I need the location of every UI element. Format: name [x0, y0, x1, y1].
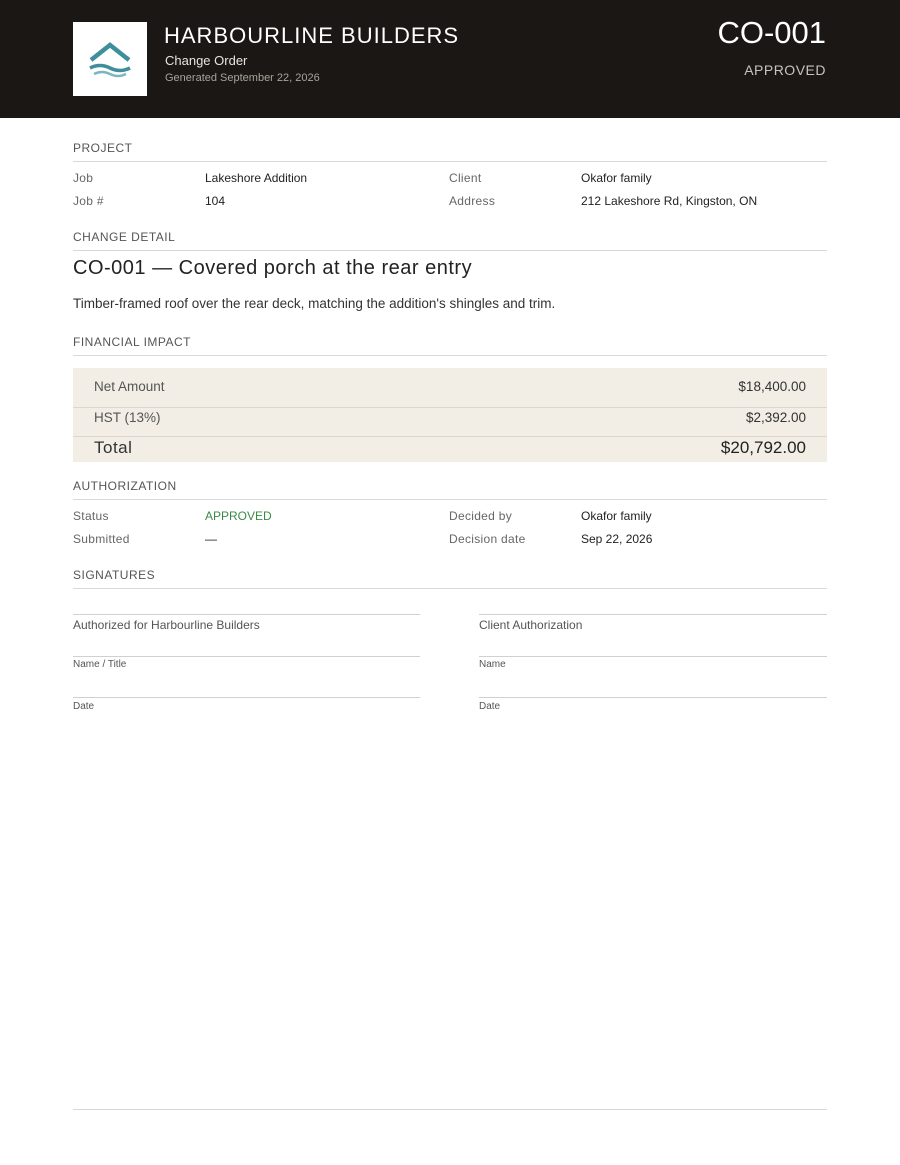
- builder-name-line: [73, 656, 420, 657]
- builder-signature-title: Authorized for Harbourline Builders: [73, 618, 260, 632]
- table-row: [73, 437, 827, 462]
- total-value: $20,792.00: [720, 438, 806, 457]
- document-header: [0, 0, 900, 118]
- decided-by-label: Decided by: [449, 509, 513, 523]
- section-change-detail: CHANGE DETAIL: [73, 230, 827, 251]
- status-value: APPROVED: [205, 509, 272, 523]
- section-project: PROJECT: [73, 141, 827, 162]
- client-date-line: [479, 697, 827, 698]
- tax-label: HST (13%): [94, 410, 161, 425]
- job-value: Lakeshore Addition: [205, 171, 308, 185]
- total-label: Total: [94, 438, 133, 457]
- submitted-value: —: [205, 532, 217, 546]
- client-name-line: [479, 656, 827, 657]
- submitted-label: Submitted: [73, 532, 130, 546]
- client-signature-line: [479, 614, 827, 615]
- status-badge: APPROVED: [744, 62, 826, 78]
- builder-name-label: Name / Title: [73, 659, 127, 670]
- builder-date-line: [73, 697, 420, 698]
- financial-table: [73, 368, 827, 462]
- builder-date-label: Date: [73, 701, 95, 712]
- company-logo: [73, 22, 147, 96]
- client-date-label: Date: [479, 701, 501, 712]
- client-value: Okafor family: [581, 171, 652, 185]
- footer-divider: [73, 1109, 827, 1110]
- address-label: Address: [449, 194, 496, 208]
- change-description: Timber-framed roof over the rear deck, matching the addition's shingles and trim.: [73, 296, 556, 311]
- company-name: HARBOURLINE BUILDERS: [164, 23, 460, 48]
- address-value: 212 Lakeshore Rd, Kingston, ON: [581, 194, 758, 208]
- job-number-value: 104: [205, 194, 226, 208]
- decision-date-value: Sep 22, 2026: [581, 532, 653, 546]
- client-signature-title: Client Authorization: [479, 618, 583, 632]
- client-label: Client: [449, 171, 482, 185]
- change-title: CO-001 — Covered porch at the rear entry: [73, 257, 473, 279]
- section-financial-impact: FINANCIAL IMPACT: [73, 335, 827, 356]
- section-signatures: SIGNATURES: [73, 568, 827, 589]
- net-amount-label: Net Amount: [94, 379, 165, 394]
- builder-signature-line: [73, 614, 420, 615]
- tax-value: $2,392.00: [745, 410, 806, 425]
- table-row: [73, 408, 827, 437]
- decision-date-label: Decision date: [449, 532, 526, 546]
- house-roof-waves-icon: [88, 42, 132, 78]
- client-name-label: Name: [479, 659, 506, 670]
- job-label: Job: [73, 171, 94, 185]
- document-type: Change Order: [165, 53, 248, 68]
- section-authorization: AUTHORIZATION: [73, 479, 827, 500]
- status-label: Status: [73, 509, 109, 523]
- generated-date: Generated September 22, 2026: [165, 72, 320, 84]
- job-number-label: Job #: [73, 194, 104, 208]
- net-amount-value: $18,400.00: [738, 379, 806, 394]
- change-order-number: CO-001: [717, 15, 826, 50]
- table-row: [73, 368, 827, 408]
- decided-by-value: Okafor family: [581, 509, 652, 523]
